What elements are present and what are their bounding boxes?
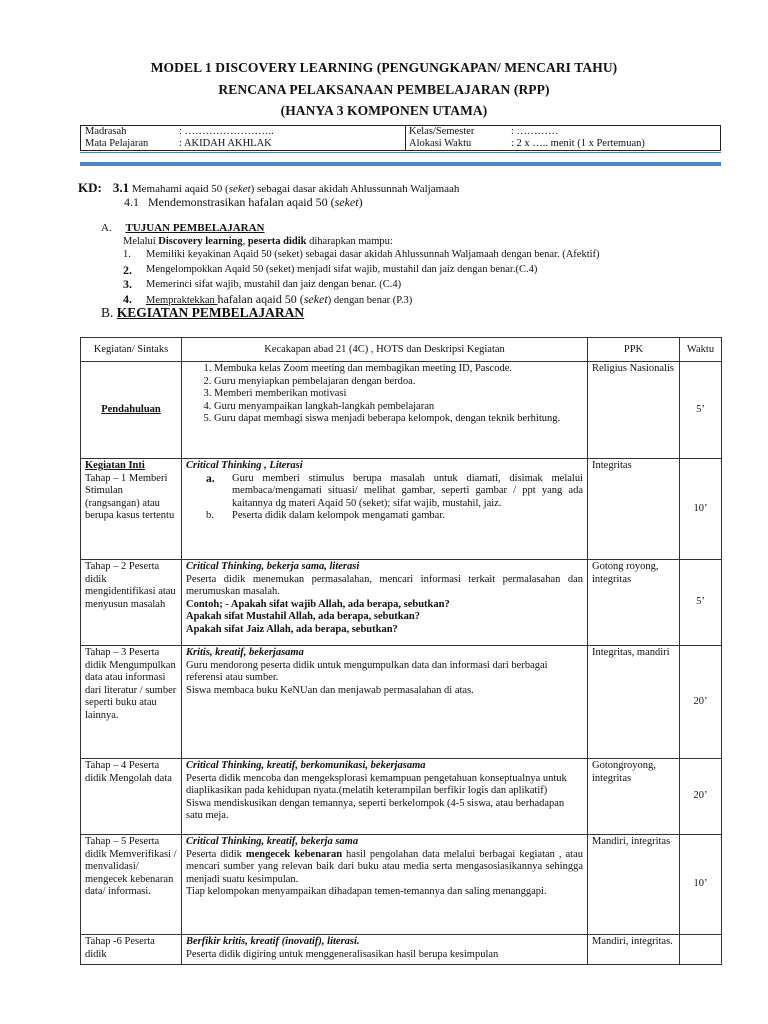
tujuan-item-3: Memerinci sifat wajib, mustahil dan jaiz dengan benar. (C.4) (146, 279, 402, 290)
stage-pendahuluan: Pendahuluan (101, 403, 161, 415)
tujuan-num-4: 4. (123, 292, 132, 306)
description-cell (182, 935, 588, 965)
madrasah-label: Madrasah (85, 126, 127, 137)
description-cell (182, 560, 588, 646)
ppk-cell: Mandiri, integritas. (588, 935, 680, 965)
kegiatan-table (80, 337, 722, 965)
ppk-cell: Integritas, mandiri (588, 646, 680, 759)
ppk-cell: Gotong royong, integritas (588, 560, 680, 646)
kd-1-text-a: Memahami aqaid 50 ( (131, 183, 229, 195)
waktu-cell: 5’ (680, 560, 722, 646)
list-item: 2. Guru menyiapkan pembelajaran dengan berdoa. (214, 376, 583, 389)
kd-line-1 (78, 180, 459, 196)
description-cell (182, 362, 588, 459)
list-item: 5. Guru dapat membagi siswa menjadi beberapa kelompok, dengan teknik berhitung. (214, 413, 583, 426)
table-row (81, 362, 722, 459)
mapel-label: Mata Pelajaran (85, 138, 149, 149)
madrasah-value: : …………………….. (179, 126, 274, 137)
stage-cell (81, 362, 182, 459)
document-title: MODEL 1 DISCOVERY LEARNING (PENGUNGKAPAN/ MENCARI TAHU) (150, 60, 618, 75)
stage-tahap-1: Tahap – 1 Memberi Stimulan (rangsangan) atau berupa kasus tertentu (85, 472, 175, 521)
tujuan-num-2: 2. (123, 263, 132, 277)
waktu-cell: 20’ (680, 646, 722, 759)
step-b-text: Peserta didik dalam kelompok mengamati gambar. (232, 510, 445, 521)
document-subtitle-2: (HANYA 3 KOMPONEN UTAMA) (280, 103, 488, 118)
step-b-label: b. (206, 510, 214, 521)
tujuan-num-3: 3. (123, 277, 132, 291)
kd-2-text-a: Mendemonstrasikan hafalan aqaid 50 ( (148, 195, 335, 209)
question-3: Apakah sifat Jaiz Allah, ada berapa, sebutkan? (186, 623, 398, 635)
description-cell (182, 646, 588, 759)
tujuan-heading-row (101, 222, 264, 234)
stage-cell: Tahap -6 Peserta didik (81, 935, 182, 965)
identity-box-divider (405, 126, 406, 150)
question-1: Contoh; - Apakah sifat wajib Allah, ada berapa, sebutkan? (186, 598, 450, 610)
kegiatan-heading-row (101, 305, 304, 321)
tujuan-intro-subject: peserta didik (247, 236, 307, 247)
tujuan-item-2: Mengelompokkan Aqaid 50 (seket) menjadi sifat wajib, mustahil dan jaiz dengan benar.(C.4) (146, 264, 538, 275)
skill-heading: Berfikir kritis, kreatif (inovatif), literasi. (186, 936, 360, 947)
tujuan-heading: TUJUAN PEMBELAJARAN (125, 222, 265, 234)
header-waktu: Waktu (680, 338, 722, 362)
alokasi-label: Alokasi Waktu (409, 138, 472, 149)
kd-1-number: 3.1 (112, 180, 130, 195)
step-a-text: Guru memberi stimulus berupa masalah untuk diamati, disimak melalui membaca/mengamati situasi/ melihat gambar, seperti gambar / ppt yang ada kaitannya dg materi Aqaid 50 (seket); sifat wajib, mustahil, jaiz. (232, 472, 583, 509)
step-b (186, 510, 583, 523)
header-ppk: PPK (588, 338, 680, 362)
table-header-row (81, 338, 722, 362)
tujuan-intro (123, 236, 393, 247)
waktu-cell: 10’ (680, 835, 722, 935)
kegiatan-heading: KEGIATAN PEMBELAJARAN (116, 305, 305, 320)
skill-heading: Critical Thinking, kreatif, bekerja sama (186, 836, 359, 847)
description-text-bold: mengecek kebenaran (245, 848, 343, 860)
kelas-label: Kelas/Semester (409, 126, 475, 137)
tujuan-intro-method: Discovery learning (158, 236, 243, 247)
table-row (81, 459, 722, 560)
description-cell (182, 459, 588, 560)
description-text-2: Siswa membaca buku KeNUan dan menjawab permasalahan di atas. (186, 684, 474, 696)
ppk-cell: Integritas (588, 459, 680, 560)
tujuan-item-1: Memiliki keyakinan Aqaid 50 (seket) sebagai dasar akidah Ahlussunnah Waljamaah dengan benar. (Afektif) (146, 249, 600, 260)
description-cell (182, 835, 588, 935)
tujuan-item-4-b: hafalan aqaid 50 ( (217, 292, 304, 306)
skill-heading: Critical Thinking, kreatif, berkomunikasi, bekerjasama (186, 760, 426, 771)
ppk-cell: Gotongroyong, integritas (588, 759, 680, 835)
description-cell (182, 759, 588, 835)
stage-cell: Tahap – 3 Peserta didik Mengumpulkan data atau informasi dari literatur / sumber seperti buku atau lainnya. (81, 646, 182, 759)
kd-2-text-b: ) (358, 195, 363, 209)
tujuan-item-4-a: Mempraktekkan (146, 295, 218, 306)
accent-line-thick (80, 162, 721, 166)
tujuan-intro-a: Melalui (123, 236, 159, 247)
mapel-value: : AKIDAH AKHLAK (179, 138, 272, 149)
description-text-a: Peserta didik (186, 848, 246, 860)
description-text-c: hasil pengolahan data melalui berbagai kegiatan , atau mencari sumber yang relevan baik dari buku atau media serta mengasosiasikannya sehingga menjadi suatu kesimpulan. (186, 848, 583, 885)
pendahuluan-steps (186, 363, 583, 426)
table-row (81, 560, 722, 646)
stage-cell: Tahap – 5 Peserta didik Memverifikasi / menvalidasi/ mengecek kebenaran data/ informasi. (81, 835, 182, 935)
kegiatan-letter: B. (101, 305, 114, 320)
header-kecakapan: Kecakapan abad 21 (4C) , HOTS dan Deskripsi Kegiatan (182, 338, 588, 362)
kelas-value: : ………… (511, 126, 559, 137)
question-2: Apakah sifat Mustahil Allah, ada berapa, sebutkan? (186, 611, 420, 622)
tujuan-num-1: 1. (123, 249, 131, 260)
ppk-cell: Mandiri, integritas (588, 835, 680, 935)
table-row (81, 646, 722, 759)
identity-box (80, 125, 721, 151)
kd-1-text-b: ) sebagai dasar akidah Ahlussunnah Waljamaah (250, 183, 460, 195)
stage-inti-title: Kegiatan Inti (85, 460, 145, 471)
description-text: Peserta didik digiring untuk menggeneralisasikan hasil berupa kesimpulan (186, 948, 499, 960)
table-row (81, 759, 722, 835)
kd-2-italic: seket (334, 195, 359, 209)
description-text-2: Siswa mendiskusikan dengan temannya, seperti berkelompok (4-5 siswa, atau berhadapan satu meja. (186, 797, 565, 821)
step-a (186, 473, 583, 511)
ppk-cell: Religius Nasionalis (588, 362, 680, 459)
tujuan-intro-c: , (242, 236, 248, 247)
skill-heading: Critical Thinking, bekerja sama, literasi (186, 561, 360, 572)
alokasi-value: : 2 x ….. menit (1 x Pertemuan) (511, 138, 645, 149)
tujuan-intro-e: diharapkan mampu: (306, 236, 393, 247)
description-text: Peserta didik mencoba dan mengeksplorasi kemampuan pengetahuan konseptualnya untuk diaplikasikan pada kehidupan nyata.(melatih keterampilan berfikir logis dan aplikatif) (186, 772, 567, 796)
waktu-cell: 5’ (680, 362, 722, 459)
tujuan-item-4-d: ) dengan benar (P.3) (327, 295, 413, 306)
kd-2-number: 4.1 (124, 195, 139, 209)
tujuan-item-4-c: seket (303, 292, 328, 306)
description-text: Guru mendorong peserta didik untuk mengumpulkan data dan informasi dari berbagai referensi atau sumber. (186, 659, 548, 683)
document-subtitle: RENCANA PELAKSANAAN PEMBELAJARAN (RPP) (218, 82, 550, 97)
table-row (81, 835, 722, 935)
step-a-label: a. (206, 472, 215, 485)
kd-label: KD: (78, 180, 102, 195)
description-text-2: Tiap kelompokan menyampaikan dihadapan temen-temannya dan saling menanggapi. (186, 886, 547, 897)
list-item: 1. Membuka kelas Zoom meeting dan membagikan meeting ID, Pascode. (214, 363, 583, 376)
header-kegiatan: Kegiatan/ Sintaks (81, 338, 182, 362)
skill-heading: Kritis, kreatif, bekerjasama (186, 647, 304, 658)
accent-line-thin (80, 152, 721, 153)
tujuan-letter: A. (101, 222, 112, 234)
stage-cell: Tahap – 4 Peserta didik Mengolah data (81, 759, 182, 835)
skill-heading: Critical Thinking , Literasi (186, 460, 303, 471)
table-row (81, 935, 722, 965)
description-text (186, 849, 583, 887)
description-text: Peserta didik menemukan permasalahan, mencari informasi terkait permalasahan dan merumuskan masalah. (186, 573, 583, 597)
kd-1-italic: seket (228, 183, 251, 195)
list-item: 3. Memberi memberikan motivasi (214, 388, 583, 401)
waktu-cell: 10’ (680, 459, 722, 560)
waktu-cell (680, 935, 722, 965)
waktu-cell: 20’ (680, 759, 722, 835)
kd-line-2 (124, 195, 363, 210)
stage-cell (81, 459, 182, 560)
list-item: 4. Guru menyampaikan langkah-langkah pembelajaran (214, 401, 583, 414)
stage-cell: Tahap – 2 Peserta didik mengidentifikasi atau menyusun masalah (81, 560, 182, 646)
